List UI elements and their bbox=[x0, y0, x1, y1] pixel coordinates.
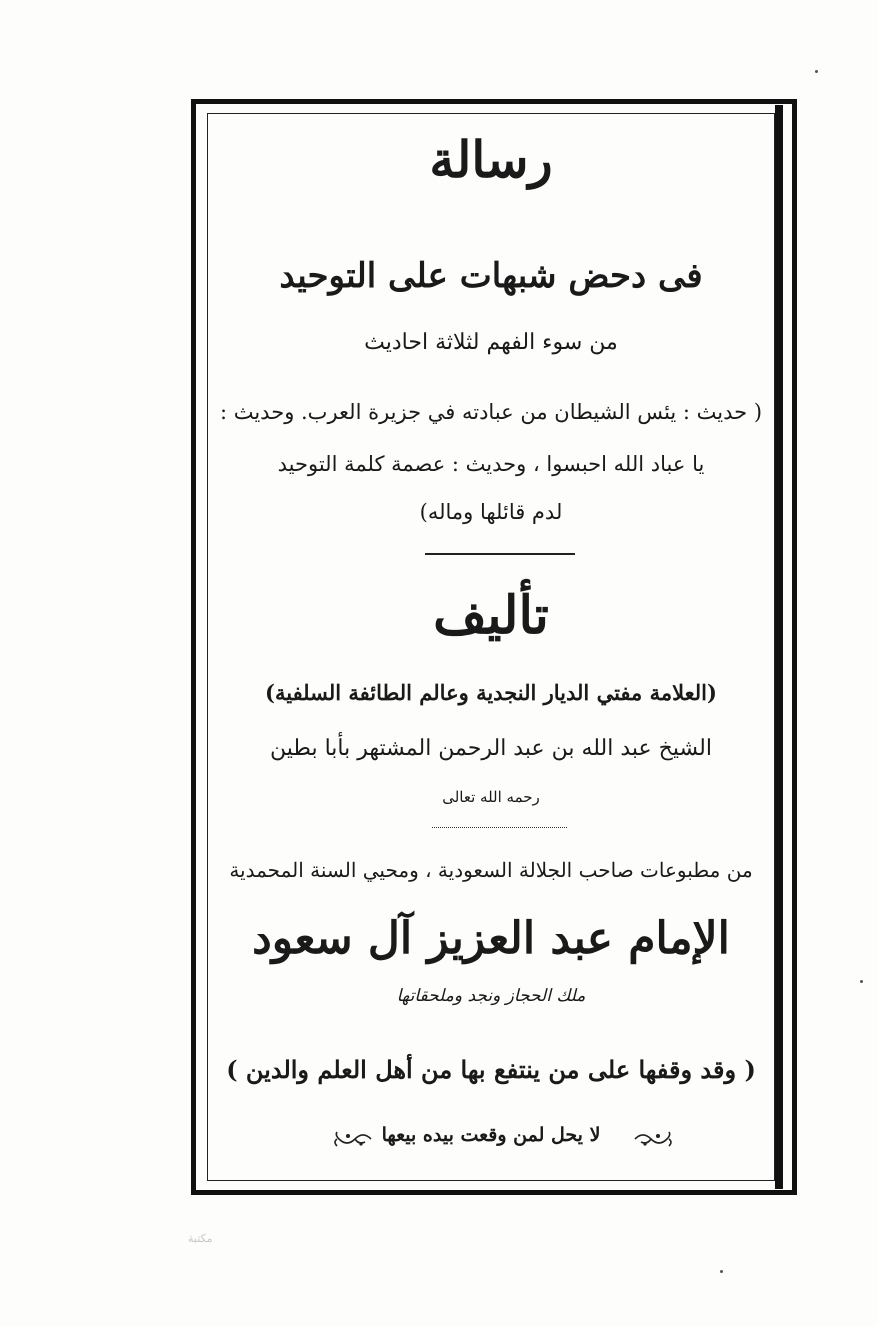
author-prayer: رحمه الله تعالى bbox=[442, 788, 540, 806]
hadith-line: لدم قائلها وماله) bbox=[419, 500, 563, 524]
publisher-line: من مطبوعات صاحب الجلالة السعودية ، ومحيي السنة المحمدية bbox=[229, 858, 753, 882]
king-title: ملك الحجاز ونجد وملحقاتها bbox=[396, 986, 586, 1006]
author-heading: تأليف bbox=[433, 585, 549, 646]
document-title: رسالة bbox=[429, 130, 553, 189]
endowment-notice: ( وقد وقفها على من ينتفع بها من أهل العلم والدين ) bbox=[226, 1055, 756, 1084]
author-name: الشيخ عبد الله بن عبد الرحمن المشتهر بأبا بطين bbox=[270, 736, 712, 761]
flourish-ornament-icon bbox=[333, 1128, 373, 1150]
flourish-ornament-icon bbox=[633, 1128, 673, 1150]
dotted-divider bbox=[432, 827, 567, 828]
imam-calligraphy: الإمام عبد العزيز آل سعود bbox=[252, 913, 730, 964]
hadith-line: ( حديث : يئس الشيطان من عبادته في جزيرة العرب. وحديث : bbox=[219, 400, 763, 424]
faint-stamp: مكتبة bbox=[188, 1232, 213, 1245]
hadith-line: يا عباد الله احبسوا ، وحديث : عصمة كلمة التوحيد bbox=[277, 452, 705, 476]
document-subtitle: فى دحض شبهات على التوحيد bbox=[279, 256, 703, 296]
author-description: (العلامة مفتي الديار النجدية وعالم الطائفة السلفية) bbox=[265, 680, 717, 705]
section-divider bbox=[425, 553, 575, 555]
frame-right-edge bbox=[775, 105, 783, 1189]
paper-speck bbox=[860, 980, 863, 983]
not-for-sale-notice: لا يحل لمن وقعت بيده بيعها bbox=[381, 1124, 601, 1146]
paper-speck bbox=[815, 70, 818, 73]
paper-speck bbox=[720, 1270, 723, 1273]
document-subtitle-secondary: من سوء الفهم لثلاثة احاديث bbox=[364, 330, 618, 355]
